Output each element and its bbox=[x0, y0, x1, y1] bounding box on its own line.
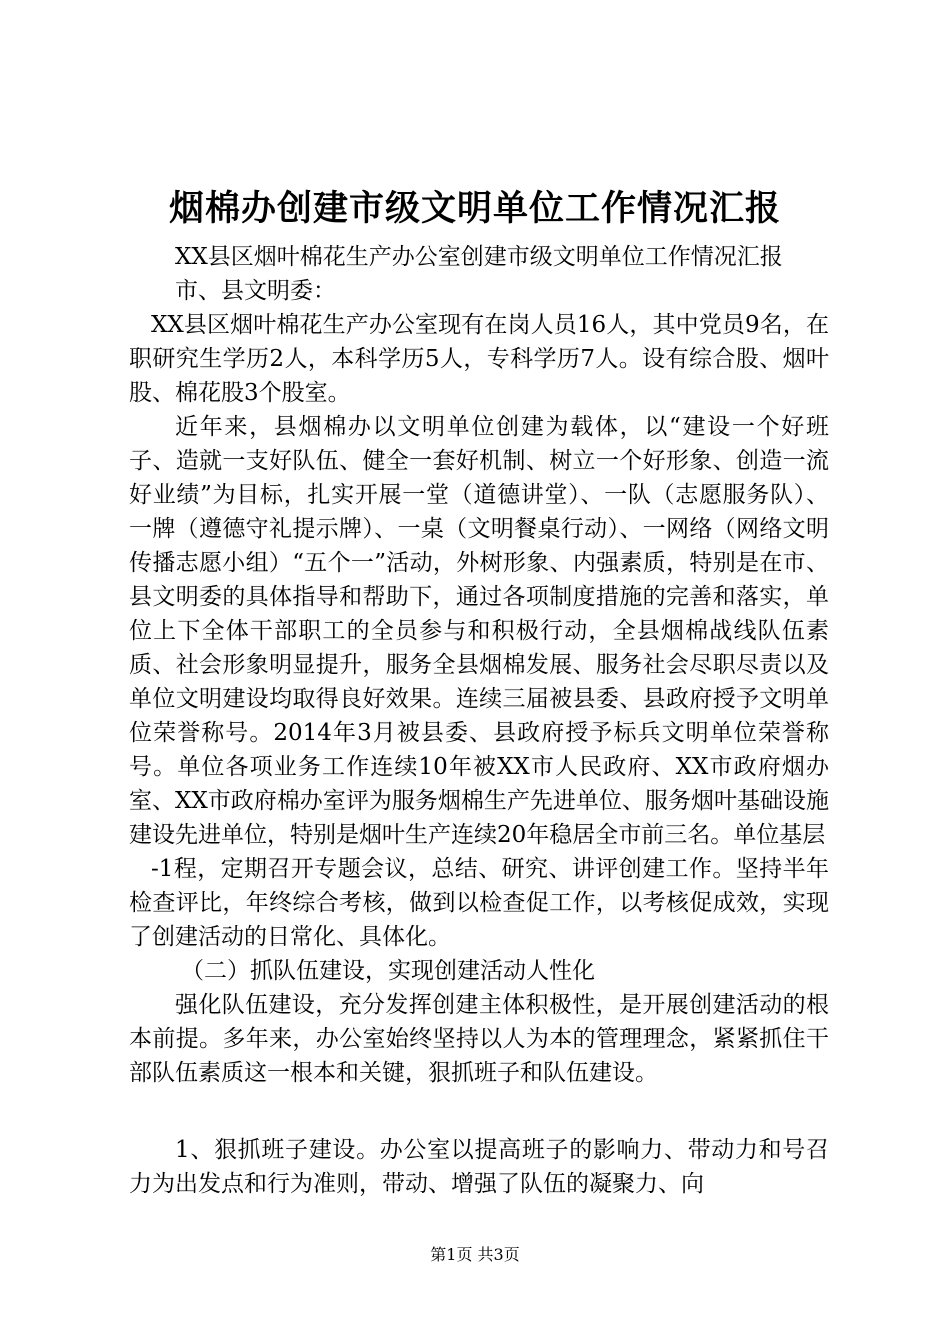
team-building-paragraph: 强化队伍建设，充分发挥创建主体积极性，是开展创建活动的根本前提。多年来，办公室始终坚持以人为本的管理理念，紧紧抓住干部队伍素质这一根本和关键，狠抓班子和队伍建设。 bbox=[129, 992, 829, 1086]
subtitle-paragraph: XX县区烟叶棉花生产办公室创建市级文明单位工作情况汇报 bbox=[175, 244, 783, 270]
document-body bbox=[129, 240, 829, 1201]
document-title: 烟棉办创建市级文明单位工作情况汇报 bbox=[168, 188, 781, 229]
page-number-footer: 第1页 共3页 bbox=[430, 1245, 520, 1264]
salutation-paragraph: 市、县文明委： bbox=[175, 278, 336, 304]
leadership-paragraph: 1、狠抓班子建设。办公室以提高班子的影响力、带动力和号召力为出发点和行为准则，带动、增强了队伍的凝聚力、向 bbox=[129, 1137, 829, 1197]
staff-overview-paragraph: XX县区烟叶棉花生产办公室现有在岗人员16人，其中党员9名，在职研究生学历2人，本科学历5人，专科学历7人。设有综合股、烟叶股、棉花股3个股室。 bbox=[129, 312, 829, 406]
achievements-paragraph: 近年来，县烟棉办以文明单位创建为载体，以“建设一个好班子、造就一支好队伍、健全一套好机制、树立一个好形象、创造一流好业绩”为目标，扎实开展一堂（道德讲堂）、一队（志愿服务队）、一牌（遵德守礼提示牌）、一桌（文明餐桌行动）、一网络（网络文明传播志愿小组）“五个一”活动，外树形象、内强素质，特别是在市、县文明委的具体指导和帮助下，通过各项制度措施的完善和落实，单位上下全体干部职工的全员参与和积极行动，全县烟棉战线队伍素质、社会形象明显提升，服务全县烟棉发展、服务社会尽职尽责以及单位文明建设均取得良好效果。连续三届被县委、县政府授予文明单位荣誉称号。2014年3月被县委、县政府授予标兵文明单位荣誉称号。单位各项业务工作连续10年被XX市人民政府、XX市政府烟办室、XX市政府棉办室评为服务烟棉生产先进单位、服务烟叶基础设施建设先进单位，特别是烟叶生产连续20年稳居全市前三名。单位基层 bbox=[129, 414, 829, 848]
section-heading: （二）抓队伍建设，实现创建活动人性化 bbox=[181, 958, 595, 984]
meetings-paragraph: -1程，定期召开专题会议，总结、研究、讲评创建工作。坚持半年检查评比，年终综合考核，做到以检查促工作，以考核促成效，实现了创建活动的日常化、具体化。 bbox=[129, 856, 829, 950]
